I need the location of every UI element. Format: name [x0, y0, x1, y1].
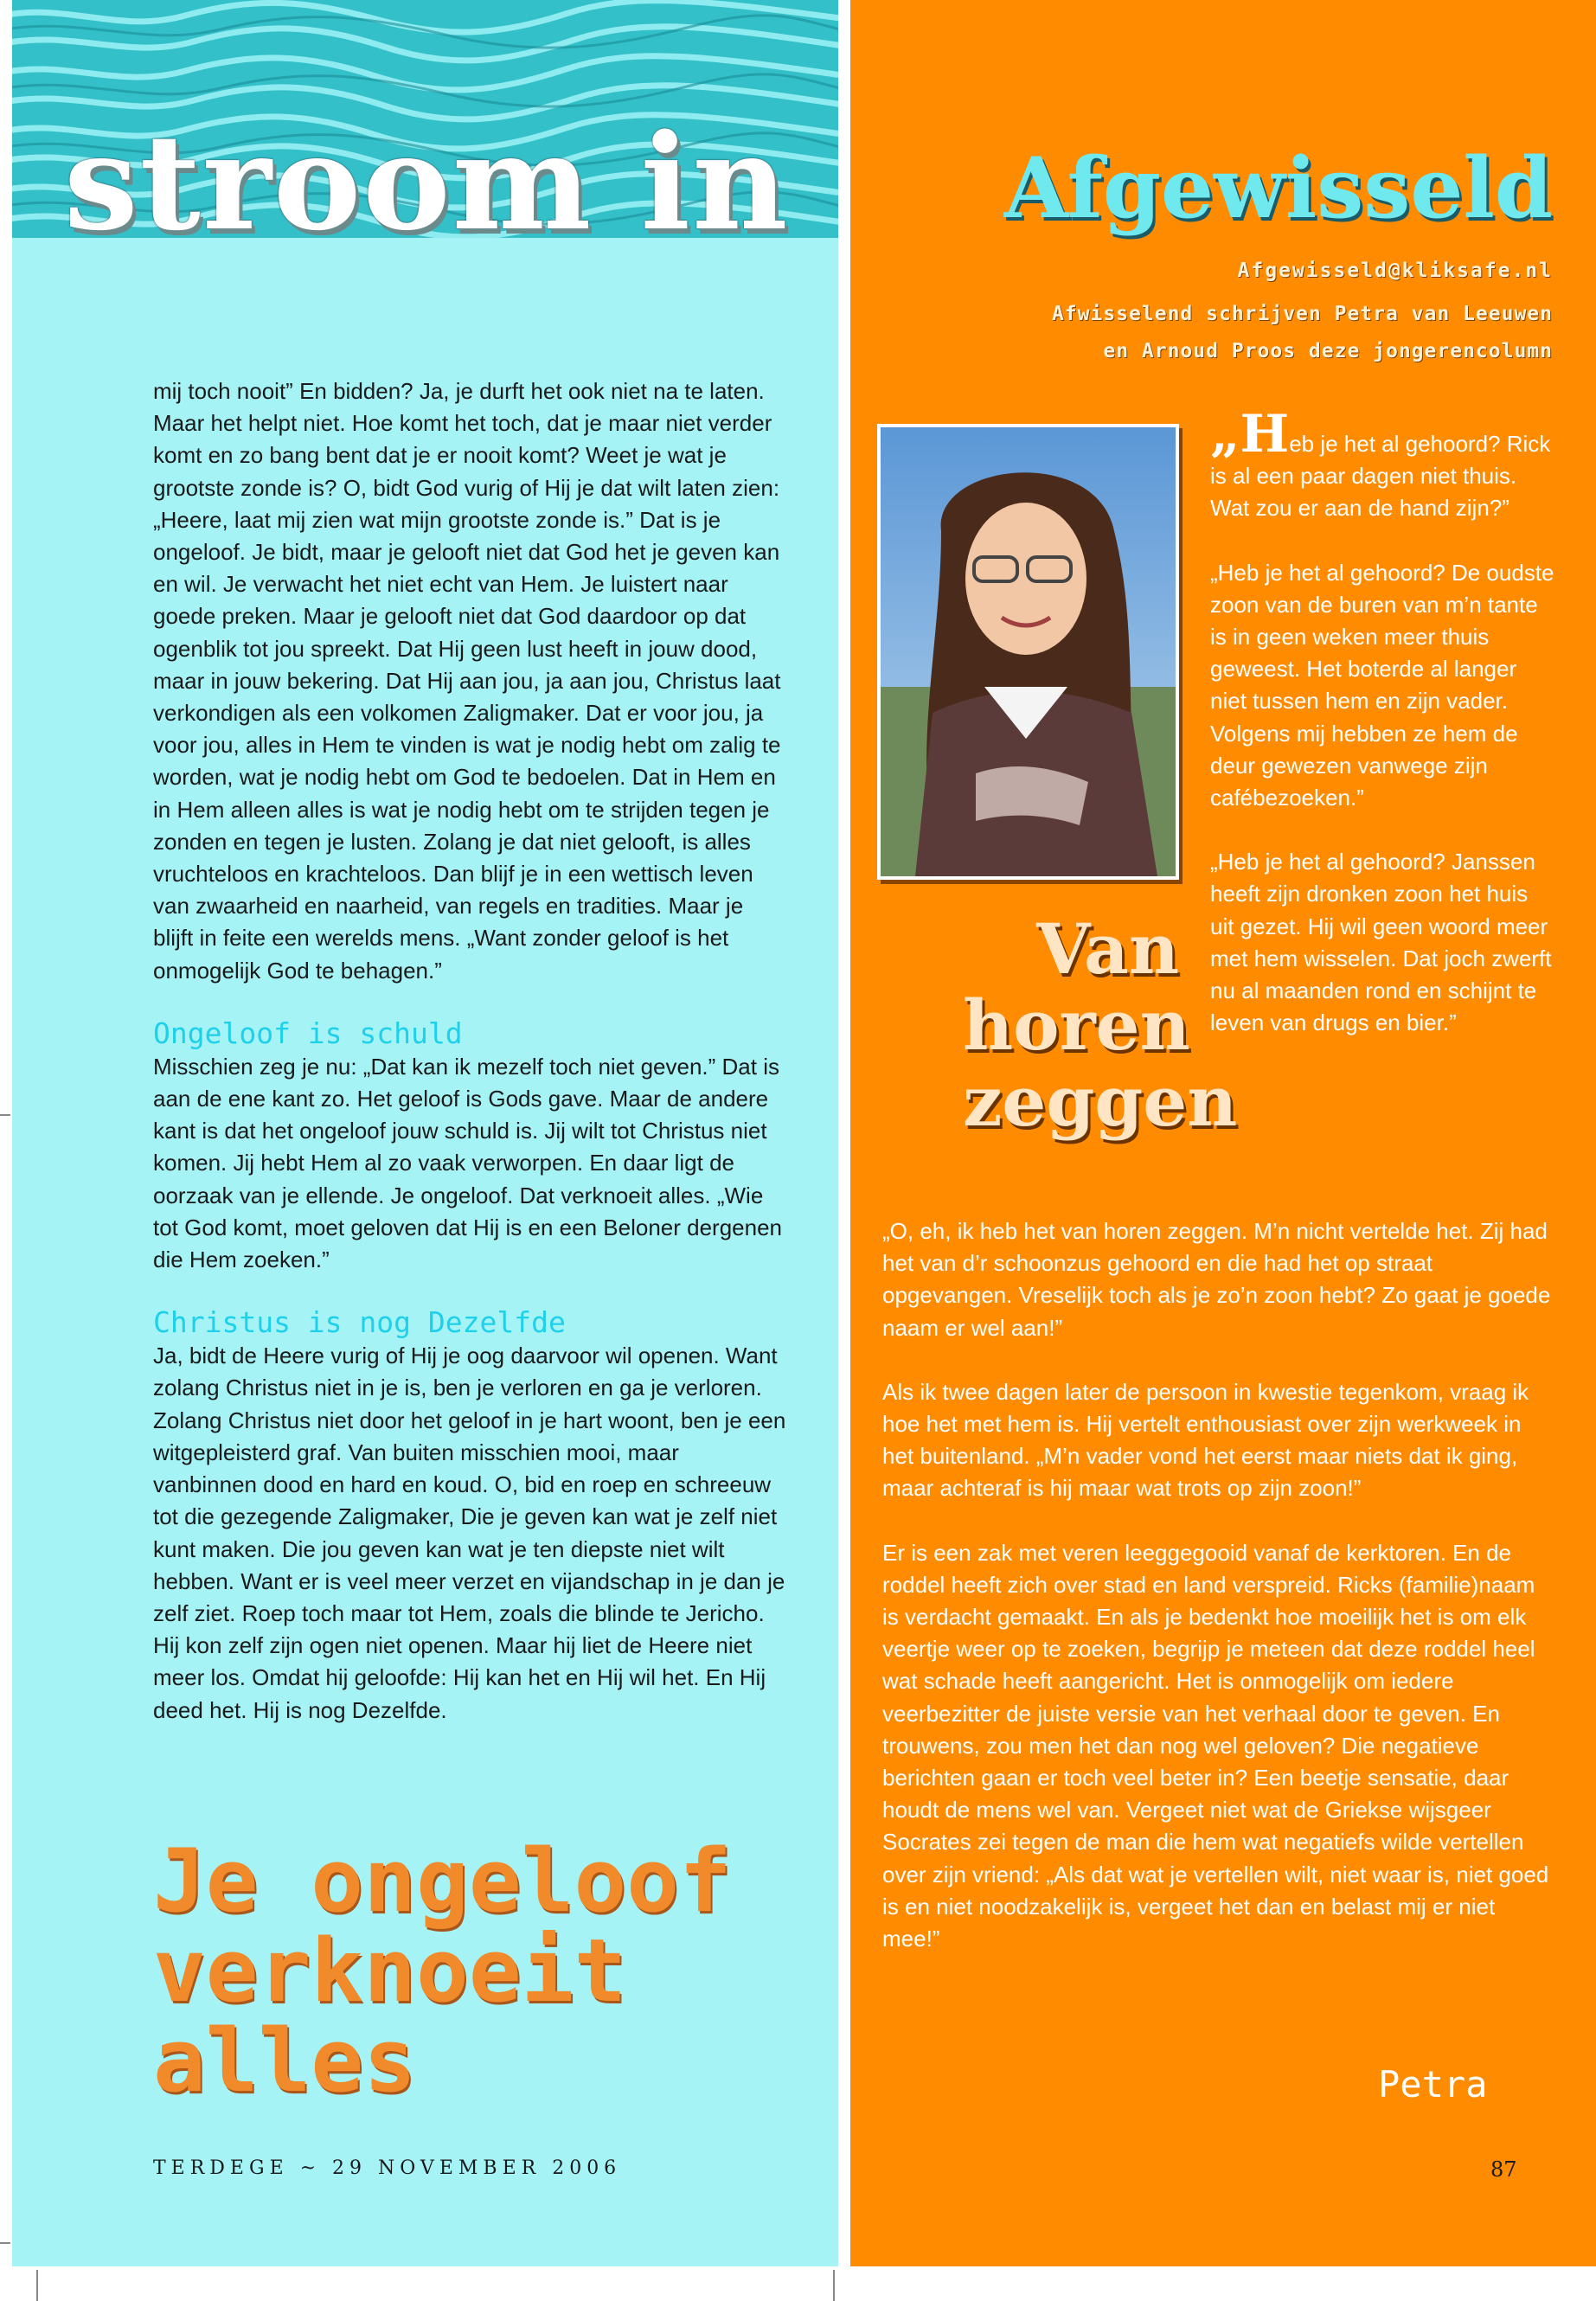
column-paragraph: Er is een zak met veren leeggegooid vanaf de kerktoren. En de roddel heeft zich over stad en land verspreid. Ricks (familie)naam is verdacht gemaakt. En als je bedenkt hoe moeilijk het is om elk veertje weer op te zoeken, begrijp je meteen dat deze roddel heel wat schade heeft aangericht. Het is onmogelijk om iedere veerbezitter de juiste versie van het verhaal door te geven. En trouwens, zou men het dan nog wel geloven? Die negatieve berichten gaan er toch veel beter in? Een beetje sensatie, daar houdt de mens wel van. Vergeet niet wat de Griekse wijsgeer Socrates zei tegen de man die hem wat negatiefs wilde vertellen over zijn vriend: „Als dat wat je vertellen wilt, niet waar is, niet goed is en niet noodzakelijk is, vergeet het dan en belast mij er niet mee!” [882, 1539, 1549, 1952]
pull-quote-line: Je ongeloof [153, 1830, 732, 1932]
headline-line: horen [963, 984, 1190, 1066]
crop-mark [833, 2270, 835, 2301]
column-paragraph: Als ik twee dagen later de persoon in kwestie tegenkom, vraag ik hoe het met hem is. Hij vertelt enthousiast over zijn werkweek in het buitenland. „M’n vader vond het eerst maar niets dat ik ging, maar achteraf is hij maar wat trots op zijn zoon!” [882, 1378, 1529, 1502]
pull-quote-line: alles [153, 2009, 417, 2112]
body-paragraph: Ja, bidt de Heere vurig of Hij je oog daarvoor wil openen. Want zolang Christus niet in je is, ben je verloren en ga je verloren. Zolang Christus niet door het geloof in je hart woont, ben je een witgepleisterd graf. Van buiten misschien mooi, maar vanbinnen dood en hard en koud. O, bid en roep en schreeuw tot die gezegende Zaligmaker, Die je geven kan wat je zelf niet kunt maken. Die jou geven kan wat je ten diepste niet wilt hebben. Want er is veel meer verzet en vijandschap in je dan je zelf ziet. Roep toch maar tot Hem, zoals die blinde te Jericho. Hij kon zelf zijn ogen niet openen. Maar hij liet de Heere niet meer los. Omdat hij geloofde: Hij kan het en Hij wil het. En Hij deed het. Hij is nog Dezelfde. [153, 1343, 786, 1723]
headline-line: zeggen [963, 1061, 1238, 1142]
author-photo [877, 424, 1179, 880]
subheading: Christus is nog Dezelfde [153, 1305, 566, 1340]
page-number: 87 [1490, 2157, 1517, 2182]
column-body [882, 1215, 1557, 1987]
crop-mark [0, 2242, 10, 2244]
description-line: en Arnoud Proos deze jongerencolumn [1103, 340, 1553, 362]
body-paragraph: Misschien zeg je nu: „Dat kan ik mezelf toch niet geven.” Dat is aan de ene kant zo. Het geloof is Gods gave. Maar de andere kant is dat het ongeloof jouw schuld is. Jij wilt tot Christus niet komen. Jij hebt Hem al zo vaak verworpen. En daar ligt de oorzaak van je ellende. Je ongeloof. Dat verknoeit alles. „Wie tot God komt, moet geloven dat Hij is en een Beloner dergenen die Hem zoeken.” [153, 1053, 782, 1273]
section-banner-title: stroom in [64, 105, 790, 238]
pull-quote-line: verknoeit [153, 1920, 627, 2022]
column-email: Afgewisseld@kliksafe.nl [1237, 260, 1553, 282]
wave-banner [12, 0, 838, 238]
intro-paragraph [1210, 404, 1556, 525]
column-paragraph: „Heb je het al gehoord? De oudste zoon van de buren van m’n tante is in geen weken meer thuis geweest. Het boterde al langer niet tussen hem en zijn vader. Volgens mij hebben ze hem de deur gewezen vanwege zijn cafébezoeken.” [1210, 559, 1554, 811]
right-page [850, 0, 1596, 2266]
body-paragraph: mij toch nooit” En bidden? Ja, je durft het ook niet na te laten. Maar het helpt niet. Hoe komt het toch, dat je maar niet verder komt en zo bang bent dat je er nooit komt? Weet je wat je grootste zonde is? O, bidt God vurig of Hij je dat wilt laten zien: „Heere, laat mij zien wat mijn grootste zonde is.” Dat is je ongeloof. Je bidt, maar je gelooft niet dat God het je geven kan en wil. Je verwacht het niet echt van Hem. Je luistert naar goede preken. Maar je gelooft niet dat God daardoor op dat ogenblik tot jou spreekt. Dat Hij geen lust heeft in jouw dood, maar in jouw bekering. Dat Hij aan jou, ja aan jou, Christus laat verkondigen als een volkomen Zaligmaker. Dat er voor jou, ja voor jou, alles in Hem te vinden is wat je nodig hebt om zalig te worden, wat je nodig hebt om God te bedoelen. Dat in Hem en in Hem alleen alles is wat je nodig hebt om te strijden tegen je zonden en tegen je lusten. Zolang je dat niet gelooft, is alles vruchteloos en krachteloos. Dan blijf je in een wettisch leven van zwaarheid en naarheid, van regels en tradities. Maar je blijft in feite een werelds mens. „Want zonder geloof is het onmogelijk God te behagen.” [153, 378, 781, 984]
description-line: Afwisselend schrijven Petra van Leeuwen [1051, 303, 1553, 325]
drop-cap: „H [1210, 404, 1290, 465]
column-description [895, 296, 1553, 370]
portrait-image [881, 427, 1176, 876]
intro-text: eb je het al gehoord? Rick is al een paar dagen niet thuis. Wat zou er aan de hand zijn?” [1210, 431, 1551, 522]
crop-mark [0, 1114, 10, 1116]
column-paragraph: „O, eh, ik heb het van horen zeggen. M’n nicht vertelde het. Zij had het van d’r schoonzus gehoord en die had het op straat opgevangen. Vreselijk toch als je zo’n zoon hebt? Zo gaat je goede naam er wel aan!” [882, 1218, 1551, 1341]
magazine-footer: TERDEGE ~ 29 NOVEMBER 2006 [153, 2157, 622, 2179]
column-paragraph: „Heb je het al gehoord? Janssen heeft zijn dronken zoon het huis uit gezet. Hij wil geen woord meer met hem wisselen. Dat joch zwerft nu al maanden rond en schijnt te leven van drugs en bier.” [1210, 849, 1552, 1036]
author-signature: Petra [1378, 2063, 1488, 2106]
left-page [12, 0, 838, 2266]
column-intro [1210, 404, 1556, 1071]
subheading: Ongeloof is schuld [153, 1016, 463, 1050]
pull-quote [153, 1830, 732, 2112]
article-body [153, 375, 789, 1727]
headline-line: Van [1036, 908, 1179, 990]
crop-mark [36, 2270, 38, 2301]
column-title: Afgewisseld [1003, 139, 1553, 237]
column-headline [963, 908, 1238, 1142]
